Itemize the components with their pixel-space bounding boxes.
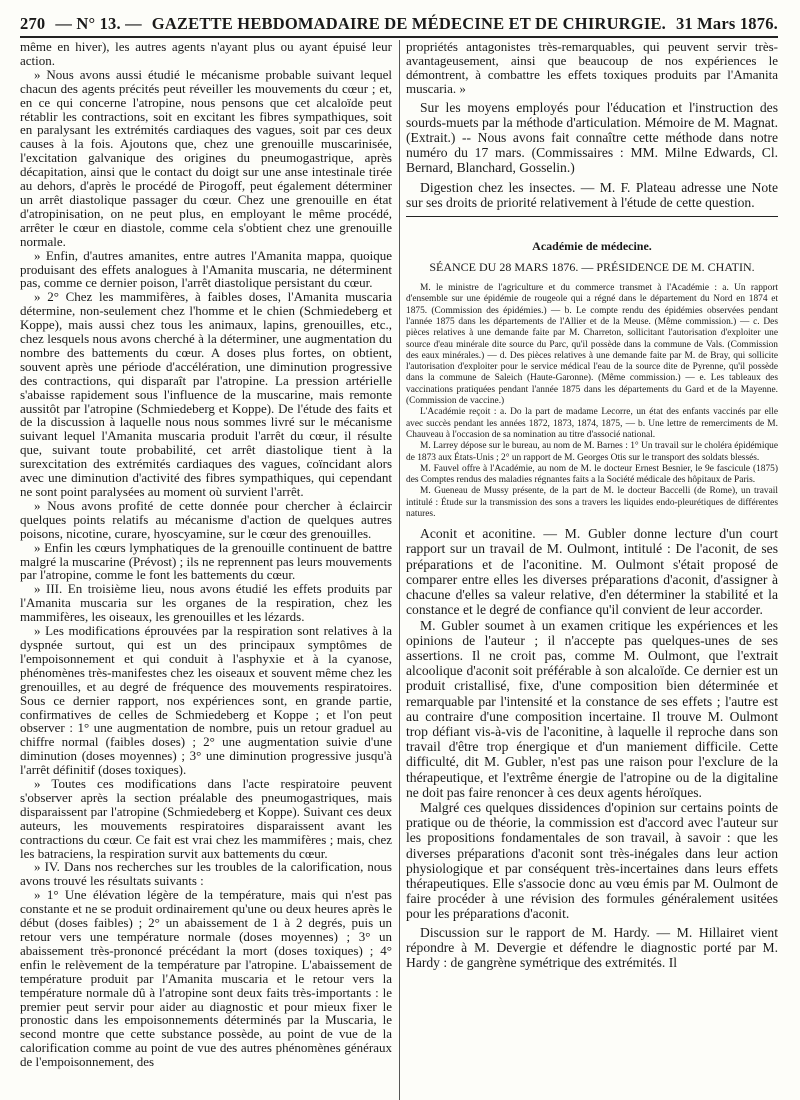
section-separator: [406, 216, 778, 217]
paragraph: Malgré ces quelques dissidences d'opinion sur certains points de pratique ou de théorie, la commission est d'accord avec l'auteur sur les propositions fondamentales de son travail, à savoir : que les diverses préparations d'aconit sont très-inégales dans leur action physiologique et par conséquent très-incertaines dans leurs effets thérapeutiques. Elle s'associe donc au vœu émis par M. Oulmont de faire procéder à une révision des formules généralement usitées pour les préparations d'aconit.: [406, 799, 778, 922]
page-number: 270: [20, 14, 46, 33]
paragraph: Discussion sur le rapport de M. Hardy. — M. Hillairet vient répondre à M. Devergie et défendre le diagnostic porté par M. Hardy : de gangrène symétrique des extrémités. Il: [406, 924, 778, 970]
paragraph: » 1° Une élévation légère de la température, mais qui n'est pas constante et ne se produit ordinairement qu'une ou deux heures après le début (doses faibles) ; 2° un abaissement de 1 à 2 degrés, puis un retour vers une température normale (doses moyennes) ; 3° un abaissement très-prononcé précédant la mort (doses toxiques) ; 4° enfin le relèvement de la température par l'atropine. L'abaissement de température produit par l'Amanita muscaria et le retour vers la température normale dû à l'atropine sont deux faits très-importants : le premier peut servir pour aider au diagnostic et pour mieux fixer le pronostic dans les empoisonnements déterminés par la Muscaria, le second montre que cette substance possède, au point de vue de la calorification comme au point de vue des autres phénomènes généraux de l'empoisonnement, des: [20, 887, 392, 1070]
paragraph: » III. En troisième lieu, nous avons étudié les effets produits par l'Amanita muscaria sur les organes de la respiration, chez les mammifères, les oiseaux, les grenouilles et les lézards.: [20, 581, 392, 625]
paragraph: même en hiver), les autres agents n'ayant plus ou ayant épuisé leur action.: [20, 40, 392, 68]
correspondence-item: M. Fauvel offre à l'Académie, au nom de M. le docteur Ernest Besnier, le 9e fascicule (1875) des Comptes rendus des maladies régnantes faits a la Société médicale des hôpitaux de Paris.: [406, 463, 778, 486]
correspondence-item: L'Académie reçoit : a. Do la part de madame Lecorre, un état des enfants vaccinés par elle avec succès pendant les années 1872, 1873, 1874, 1875, — b. Une lettre de remerciments de M. Chauveau à l'occasion de sa nomination au titre d'associé national.: [406, 407, 778, 440]
paragraph: » 2° Chez les mammifères, à faibles doses, l'Amanita muscaria détermine, non-seulement chez l'homme et le chien (Schmiedeberg et Koppe), mais aussi chez tous les animaux, lapins, grenouilles, etc., chez lesquels nous avons cherché à la déterminer, une augmentation du nombre des battements du cœur. A doses plus fortes, on obtient, souvent après une période d'accélération, une diminution progressive des contractions, qui disparaît par l'atropine. La pression artérielle s'abaisse rapidement sous l'influence de la muscarine, mais remonte aussitôt par l'atropine (Schmiedeberg et Koppe). De l'étude des faits et de la discussion à laquelle nous nous sommes livré sur le mécanisme suivant lequel l'Amanita muscaria produit l'arrêt du cœur, il résulte que, suivant toute probabilité, cet arrêt diastolique tient à la surexcitation des extrémités cardiaques des vagues, coïncidant alors avec une diminution d'activité des fibres sympathiques, qui cependant ne sont point paralysées au moment où survient l'arrêt.: [20, 289, 392, 499]
paragraph: propriétés antagonistes très-remarquables, qui peuvent servir très-avantageusement, ainsi que beaucoup de nos expériences le démontrent, à combattre les effets toxiques produits par l'Amanita muscaria. »: [406, 40, 778, 96]
session-heading: SÉANCE DU 28 MARS 1876. — PRÉSIDENCE DE M. CHATIN.: [429, 260, 755, 275]
paragraph: » Enfin les cœurs lymphatiques de la grenouille continuent de battre malgré la muscarine (Prévost) ; ils ne reprennent pas leurs mouvements par l'atropine, comme le font les battements du cœur.: [20, 539, 392, 583]
section-heading: Académie de médecine.: [532, 239, 652, 254]
correspondence-item: M. Larrey dépose sur le bureau, au nom de M. Barnes : 1° Un travail sur le choléra épidémique de 1873 aux États-Unis ; 2° un rapport de M. Georges Otis sur le transport des soldats blessés.: [406, 441, 778, 463]
column-divider: [399, 40, 400, 1100]
correspondence-item: M. le ministre de l'agriculture et du commerce transmet à l'Académie : a. Un rapport d'ensemble sur une épidémie de rougeole qui a régné dans le département du Nord en 1874 et 1875. (Commission des épidémies.) — b. Le compte rendu des épidémies observées pendant l'année 1875 dans les départements de l'Allier et de la Meuse. (Même commission.) — c. Des pièces relatives à une demande faite par M. Charreton, sollicitant l'autorisation d'exploiter une source d'eau minérale dite source du Parc, qu'il possède dans la commune de Vals. (Commission des eaux minérales.) — d. Des pièces relatives à une demande faite par M. de Bray, qui sollicite l'autorisation d'exploiter pour le service médical l'eau de la source dite de Pyrenne, qu'il possède dans la commune de Saleich (Haute-Garonne). (Même commission.) — e. Les tableaux des vaccinations pratiquées pendant l'année 1875 dans les départements du Gard et de la Mayenne. (Commission de vaccine.): [406, 283, 778, 407]
paragraph: » Nous avons aussi étudié le mécanisme probable suivant lequel chacun des agents précités peut réveiller les mouvements du cœur ; et, en ce qui concerne l'atropine, nous pensons que cet alcaloïde peut rétablir les contractions, soit en excitant les fibres sympathiques, soit en paralysant les extrémités cardiaques des vagues, soit par ces deux causes à la fois. Ajoutons que, chez une grenouille muscarinisée, l'excitation galvanique des origines du pneumogastrique, après décapitation, ainsi que le contact du doigt sur une anse intestinale tirée au dehors, d'après le procédé de Pirogoff, peut également déterminer un arrêt diastolique passager du cœur. Chez une grenouille en état d'atropinisation, on ne peut plus, en employant le même procédé, arrêter le cœur en diastole, comme cela s'obtient chez une grenouille normale.: [20, 66, 392, 249]
academy-note-sourds-muets: Sur les moyens employés pour l'éducation et l'instruction des sourds-muets par la méthode d'articulation. Mémoire de M. Magnat. (Extrait.) -- Nous avons fait connaître cette méthode dans notre numéro du 17 mars. (Commissaires : MM. Milne Edwards, Cl. Bernard, Blanchard, Gosselin.): [406, 99, 778, 176]
left-column: [20, 40, 392, 1100]
correspondence-block: [406, 283, 778, 520]
paragraph: » Nous avons profité de cette donnée pour chercher à éclaircir quelques points relatifs au mécanisme d'action de quelques autres poisons, nicotine, curare, hyoscyamine, sur le cœur des grenouilles.: [20, 497, 392, 541]
paragraph: M. Gubler soumet à un examen critique les expériences et les opinions de l'auteur ; il n'accepte pas quelques-unes de ses assertions. Il ne croit pas, comme M. Oulmont, que l'extrait alcoolique d'aconit soit préférable à son alcaloïde. Ce dernier est un produit cristallisé, fixe, d'une composition bien déterminée et remarquable par l'intensité et la constance de ses effets ; l'autre est au contraire d'une composition incertaine. Il trouve M. Oulmont trop défiant vis-à-vis de l'aconitine, à laquelle il reproche dans son travail d'être trop énergique et d'un maniement difficile. Cette difficulté, dit M. Gubler, n'est pas une raison pour l'exclure de la thérapeutique, et l'extrême énergie de l'atropine ou de la digitaline ne doit pas faire renoncer à ces deux agents héroïques.: [406, 617, 778, 800]
issue-date: 31 Mars 1876.: [675, 14, 778, 33]
paragraph: Aconit et aconitine. — M. Gubler donne lecture d'un court rapport sur un travail de M. Oulmont, intitulé : De l'aconit, de ses préparations et de l'aconitine. M. Oulmont s'était proposé de comparer entre elles les diverses préparations d'aconit, d'assigner à chacune d'elles sa valeur relative, d'en déterminer la stabilité et la constance et le degré de confiance qu'il convient de leur accorder.: [406, 526, 778, 618]
paragraph: » Enfin, d'autres amanites, entre autres l'Amanita mappa, quoique produisant des effets analogues à l'Amanita muscaria, ne déterminent pas, comme ce dernier poison, l'arrêt diastolique persistant du cœur.: [20, 247, 392, 291]
paragraph: » IV. Dans nos recherches sur les troubles de la calorification, nous avons trouvé les résultats suivants :: [20, 859, 392, 889]
page-header: [20, 8, 778, 34]
academy-note-insectes: Digestion chez les insectes. — M. F. Plateau adresse une Note sur ses droits de priorité relativement à l'étude de cette question.: [406, 179, 778, 210]
correspondence-item: M. Gueneau de Mussy présente, de la part de M. le docteur Baccelli (de Rome), un travail intitulé : Étude sur la transmission des sons a travers les liquides endo-pleurétiques de différentes natures.: [406, 486, 778, 519]
paragraph: » Les modifications éprouvées par la respiration sont relatives à la dyspnée surtout, qui est un des principaux symptômes de l'empoisonnement et qui conduit à l'asphyxie et à la cyanose, phénomènes très-manifestes chez les oiseaux et souvent même chez les grenouilles, et au degré de fréquence des mouvements respiratoires. Sous ce dernier rapport, nos expériences sont, en grande partie, confirmatives de celles de Schmiedeberg et Koppe ; et l'on peut observer : 1° une augmentation de nombre, puis un retour graduel au chiffre normal (faibles doses) ; 2° une augmentation suivie d'une diminution (doses moyennes) ; 3° une diminution progressive jusqu'à l'arrêt définitif (doses toxiques).: [20, 623, 392, 778]
right-column: [406, 40, 778, 1100]
columns: [20, 40, 778, 1100]
journal-title: GAZETTE HEBDOMADAIRE DE MÉDECINE ET DE CHIRURGIE.: [151, 14, 666, 33]
paragraph: » Toutes ces modifications dans l'acte respiratoire peuvent s'observer après la section préalable des pneumogastriques, mais disparaissent par l'atropine (Schmiedeberg et Koppe). Suivant ces deux auteurs, les mouvements respiratoires disparaissent avant les contractions du cœur. Ce fait est vrai chez les mammifères ; mais, chez les batraciens, la respiration survit aux battements du cœur.: [20, 776, 392, 861]
header-rule: [20, 36, 778, 38]
issue-number: — N° 13. —: [55, 14, 142, 33]
